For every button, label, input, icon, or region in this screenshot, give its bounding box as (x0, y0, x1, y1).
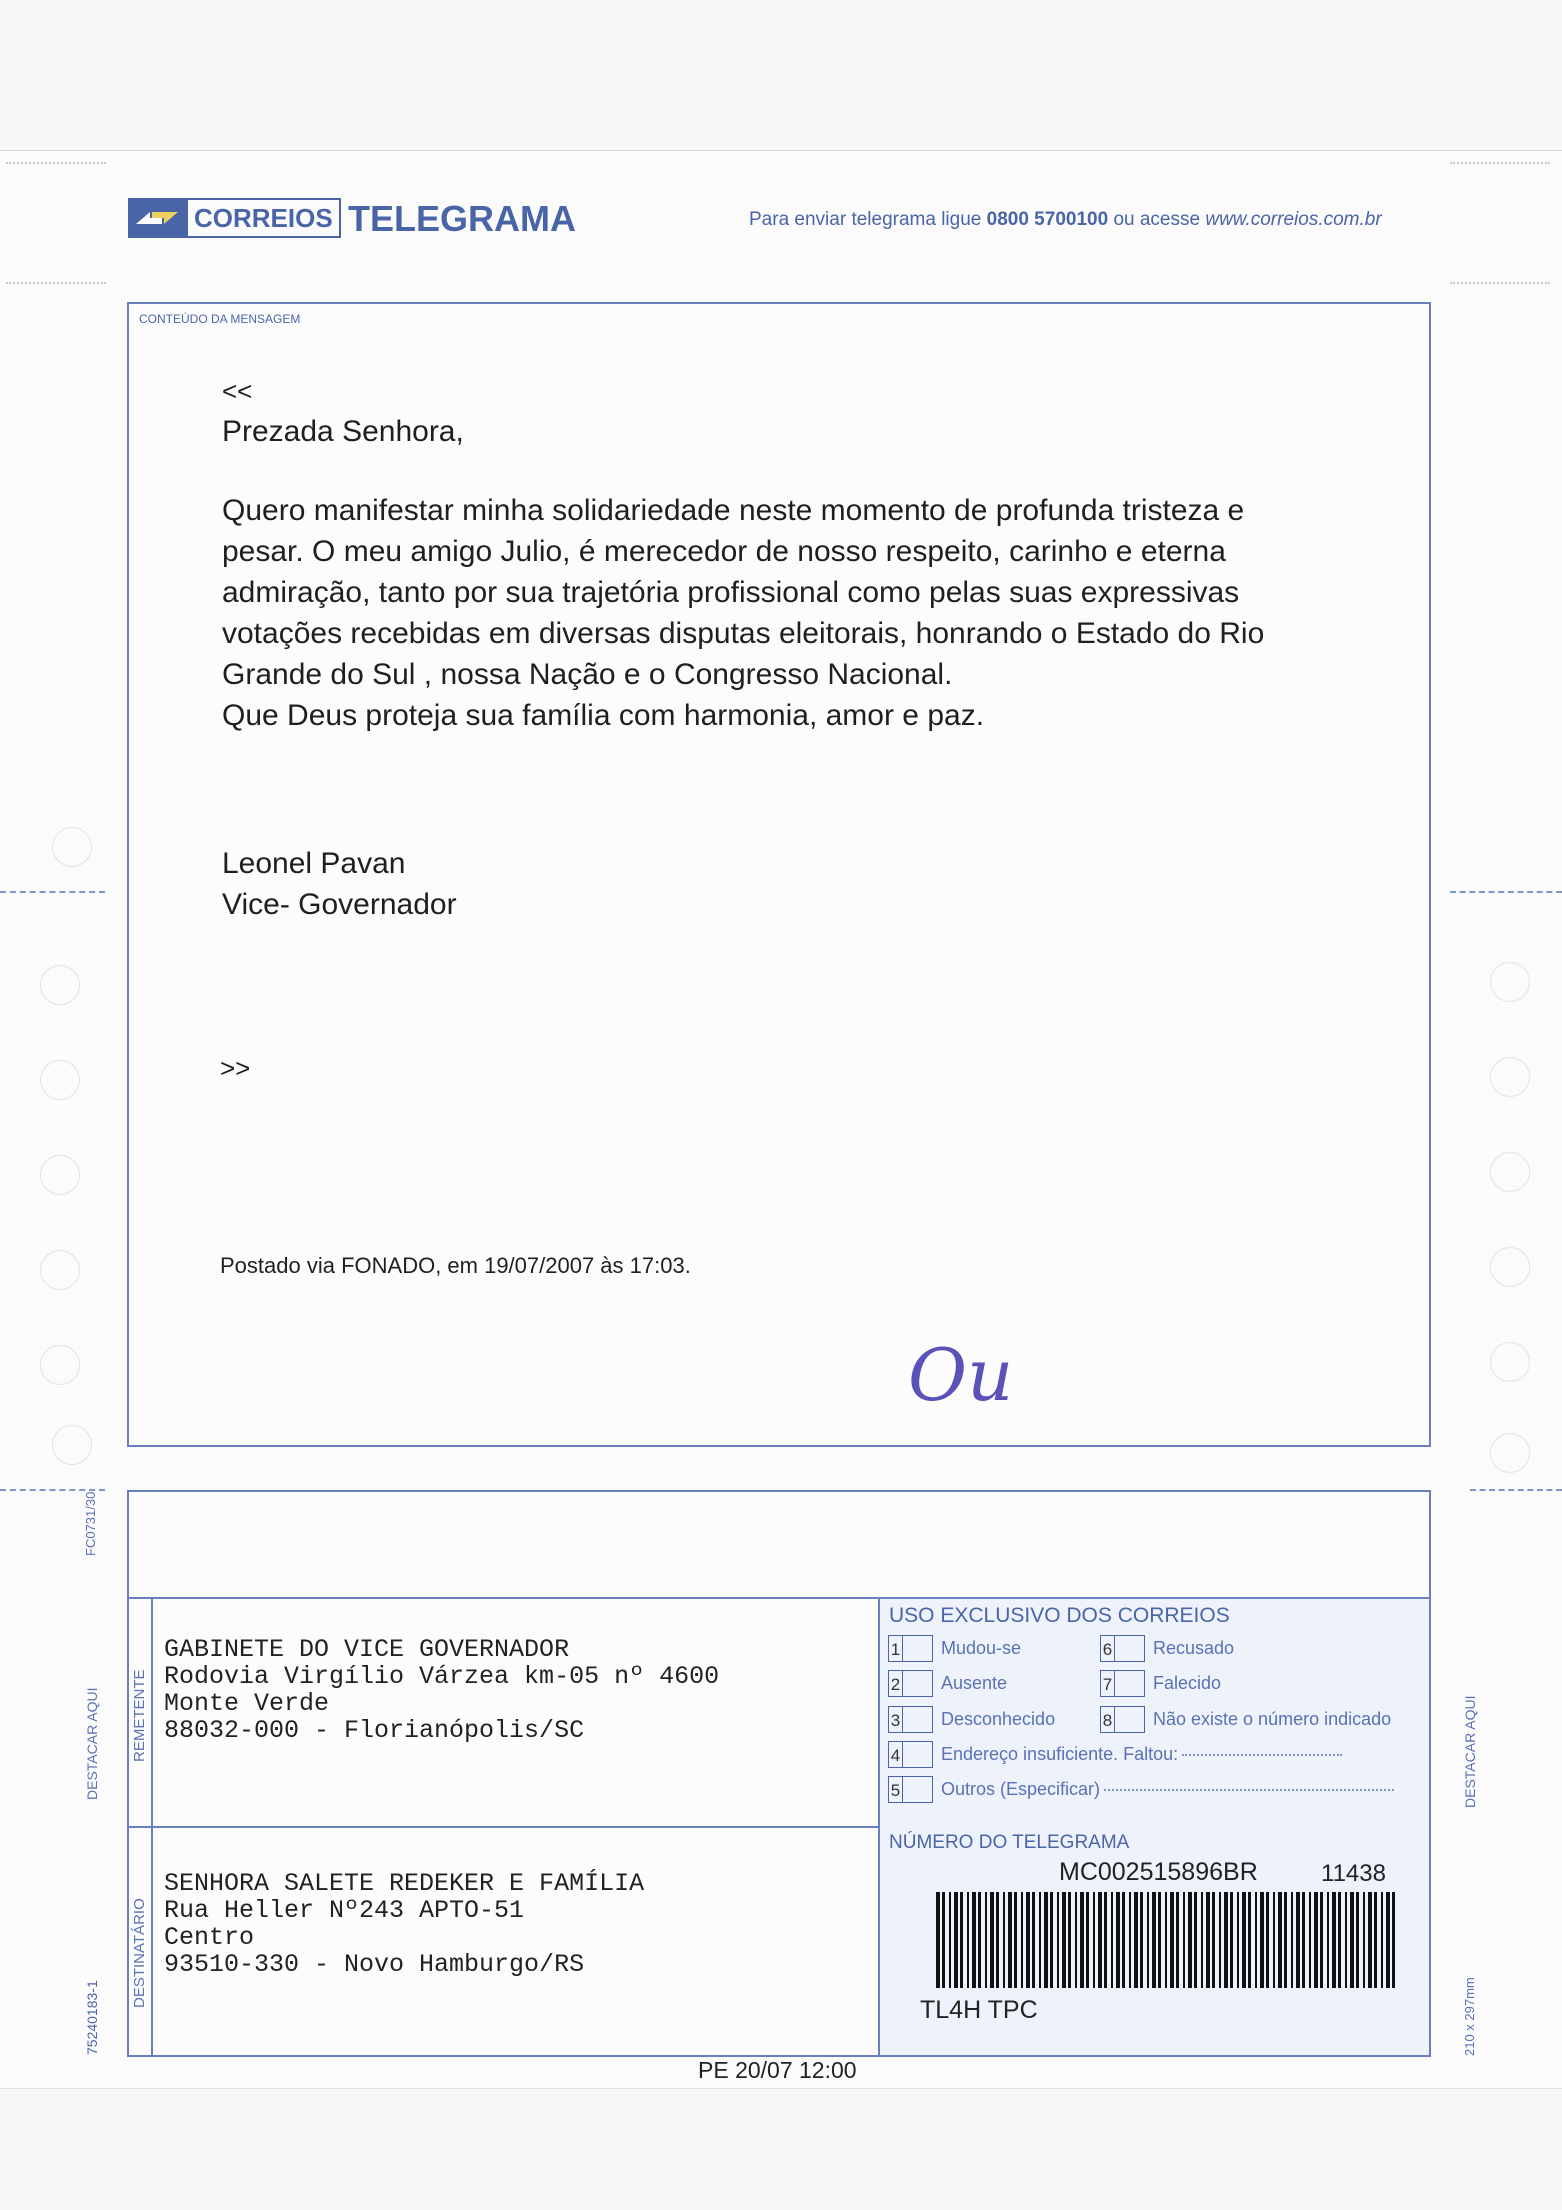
message-section-label: CONTEÚDO DA MENSAGEM (139, 312, 301, 326)
barcode-bar (960, 1892, 963, 1988)
option-label: Mudou-se (941, 1638, 1022, 1658)
paper-size: 210 x 297mm (1462, 1977, 1477, 2056)
message-line: Que Deus proteja sua família com harmonia, amor e paz. (222, 699, 985, 732)
checkbox[interactable] (1115, 1706, 1145, 1733)
option-label: Outros (Especificar) (941, 1779, 1101, 1799)
barcode-bar (1248, 1892, 1251, 1988)
sender-line: GABINETE DO VICE GOVERNADOR (164, 1635, 570, 1664)
option-number: 4 (888, 1741, 903, 1768)
barcode-bar (1165, 1892, 1167, 1988)
barcode-bar (1086, 1892, 1089, 1988)
contact-site: www.correios.com.br (1205, 209, 1382, 230)
form-code-bottom: 75240183-1 (84, 1980, 100, 2055)
checkbox[interactable] (1115, 1670, 1145, 1697)
form-code-top: FC0731/30 (83, 1491, 98, 1556)
barcode-bar (1392, 1892, 1395, 1988)
option-number: 8 (1100, 1706, 1115, 1733)
tractor-hole (52, 1425, 92, 1465)
perforation-right (1450, 282, 1550, 284)
tractor-hole (1490, 1152, 1530, 1192)
tractor-hole (52, 827, 92, 867)
barcode-bar (1039, 1892, 1041, 1988)
tractor-hole (40, 1060, 80, 1100)
checkbox[interactable] (903, 1635, 933, 1662)
barcode-bar (978, 1892, 981, 1988)
barcode-bar (1068, 1892, 1071, 1988)
barcode-bar (1188, 1892, 1192, 1988)
tractor-hole (1490, 1342, 1530, 1382)
barcode-bar (1201, 1892, 1203, 1988)
barcode-bar (1111, 1892, 1113, 1988)
tractor-hole (40, 1250, 80, 1290)
barcode-bar (1327, 1892, 1329, 1988)
sender-line: 88032-000 - Florianópolis/SC (164, 1716, 585, 1745)
option-label: Falecido (1153, 1673, 1222, 1693)
routing-code: TL4H TPC (920, 1996, 1038, 2024)
option-label: Endereço insuficiente. Faltou: (941, 1744, 1179, 1764)
handwritten-mark: Ou (908, 1333, 1014, 1417)
posted-line: Postado via FONADO, em 19/07/2007 às 17:03. (220, 1253, 691, 1278)
tractor-hole (1490, 1433, 1530, 1473)
barcode-bar (1176, 1892, 1179, 1988)
barcode-bar (1158, 1892, 1161, 1988)
telegram-code: 11438 (1321, 1860, 1386, 1887)
barcode-bar (1284, 1892, 1287, 1988)
barcode-bar (1021, 1892, 1023, 1988)
message-body (222, 490, 1264, 736)
barcode-bar (1152, 1892, 1156, 1988)
barcode-bar (1044, 1892, 1048, 1988)
barcode-bar (985, 1892, 987, 1988)
option-refused[interactable] (1100, 1635, 1234, 1662)
option-label: Desconhecido (941, 1709, 1056, 1729)
barcode-bar (1368, 1892, 1372, 1988)
open-marker: << (222, 376, 253, 406)
perforation-left (6, 282, 106, 284)
barcode-bar (1026, 1892, 1030, 1988)
footer-stamp: PE 20/07 12:00 (698, 2057, 857, 2083)
barcode-bar (1183, 1892, 1185, 1988)
barcode-bar (1242, 1892, 1246, 1988)
perforation-left-top (6, 162, 106, 164)
barcode-bar (1266, 1892, 1269, 1988)
option-number: 6 (1100, 1635, 1115, 1662)
contact-line (749, 209, 1382, 231)
sender-address (164, 1636, 719, 1744)
message-line: admiração, tanto por sua trajetória profissional como pelas suas expressivas (222, 576, 1240, 609)
tractor-hole (1490, 962, 1530, 1002)
detach-here-left: DESTACAR AQUI (84, 1687, 100, 1800)
contact-middle: ou acesse (1113, 209, 1201, 230)
telegram-title: TELEGRAMA (348, 198, 576, 239)
checkbox[interactable] (903, 1776, 933, 1803)
barcode-bar (1062, 1892, 1066, 1988)
fill-in-line[interactable] (1104, 1789, 1394, 1791)
option-absent[interactable] (888, 1670, 1007, 1697)
barcode-bar (1008, 1892, 1012, 1988)
detach-here-right: DESTACAR AQUI (1462, 1695, 1478, 1808)
option-other[interactable] (888, 1776, 1394, 1803)
barcode (936, 1892, 1402, 1988)
barcode-bar (1255, 1892, 1257, 1988)
sender-line: Rodovia Virgílio Várzea km-05 nº 4600 (164, 1662, 720, 1691)
checkbox[interactable] (1115, 1635, 1145, 1662)
message-line: Grande do Sul , nossa Nação e o Congresso Nacional. (222, 658, 953, 691)
barcode-bar (1170, 1892, 1174, 1988)
fill-in-line[interactable] (1182, 1754, 1342, 1756)
barcode-bar (1050, 1892, 1053, 1988)
barcode-bar (1350, 1892, 1354, 1988)
barcode-bar (1230, 1892, 1233, 1988)
barcode-bar (1075, 1892, 1077, 1988)
barcode-bar (1140, 1892, 1143, 1988)
tear-line-right (1470, 1489, 1562, 1491)
option-label: Ausente (941, 1673, 1008, 1693)
recipient-line: Centro (164, 1923, 255, 1952)
barcode-bar (1291, 1892, 1293, 1988)
option-label: Não existe o número indicado (1153, 1709, 1392, 1729)
option-number: 1 (888, 1635, 903, 1662)
barcode-bar (1057, 1892, 1059, 1988)
option-no-number[interactable] (1100, 1706, 1391, 1733)
barcode-bar (1374, 1892, 1377, 1988)
barcode-bar (954, 1892, 958, 1988)
barcode-bar (1093, 1892, 1095, 1988)
barcode-bar (967, 1892, 969, 1988)
barcode-bar (1032, 1892, 1035, 1988)
option-moved[interactable] (888, 1635, 1021, 1662)
checkbox[interactable] (903, 1670, 933, 1697)
postal-use-title: USO EXCLUSIVO DOS CORREIOS (889, 1604, 1230, 1627)
correios-logo (128, 198, 341, 238)
telegram-number: MC002515896BR (1059, 1858, 1258, 1886)
barcode-bar (1122, 1892, 1125, 1988)
option-number: 7 (1100, 1670, 1115, 1697)
option-unknown[interactable] (888, 1706, 1055, 1733)
option-deceased[interactable] (1100, 1670, 1221, 1697)
message-line: Quero manifestar minha solidariedade neste momento de profunda tristeza e (222, 494, 1245, 527)
barcode-bar (1098, 1892, 1102, 1988)
option-number: 5 (888, 1776, 903, 1803)
close-marker: >> (220, 1053, 251, 1083)
tractor-hole (1490, 1057, 1530, 1097)
barcode-bar (936, 1892, 940, 1988)
barcode-bar (1345, 1892, 1347, 1988)
message-line: pesar. O meu amigo Julio, é merecedor de nosso respeito, carinho e eterna (222, 535, 1226, 568)
barcode-bar (1332, 1892, 1336, 1988)
barcode-bar (1219, 1892, 1221, 1988)
barcode-bar (1003, 1892, 1005, 1988)
barcode-bar (1104, 1892, 1107, 1988)
signature-title: Vice- Governador (222, 888, 457, 921)
contact-prefix: Para enviar telegrama ligue (749, 209, 982, 230)
barcode-bar (1206, 1892, 1210, 1988)
option-number: 2 (888, 1670, 903, 1697)
message-line: votações recebidas em diversas disputas eleitorais, honrando o Estado do Rio (222, 617, 1265, 650)
telegram-number-title: NÚMERO DO TELEGRAMA (889, 1832, 1130, 1853)
barcode-bar (1212, 1892, 1215, 1988)
barcode-bar (1237, 1892, 1239, 1988)
tractor-hole (1490, 1247, 1530, 1287)
page-edge-line (0, 150, 1562, 151)
barcode-bar (1381, 1892, 1383, 1988)
recipient-label: DESTINATÁRIO (131, 1898, 148, 2008)
signature-name: Leonel Pavan (222, 847, 406, 880)
perforation-right-top (1450, 162, 1550, 164)
barcode-bar (972, 1892, 976, 1988)
recipient-address (164, 1870, 644, 1978)
barcode-bar (1224, 1892, 1228, 1988)
option-label: Recusado (1153, 1638, 1235, 1658)
barcode-bar (1080, 1892, 1084, 1988)
barcode-bar (1147, 1892, 1149, 1988)
barcode-bar (1273, 1892, 1275, 1988)
barcode-bar (1129, 1892, 1131, 1988)
barcode-bar (996, 1892, 999, 1988)
barcode-bar (1260, 1892, 1264, 1988)
tear-line-right (1450, 891, 1562, 893)
barcode-bar (1134, 1892, 1138, 1988)
barcode-bar (1116, 1892, 1120, 1988)
barcode-bar (942, 1892, 945, 1988)
top-blank-area (0, 0, 1562, 150)
recipient-line: Rua Heller Nº243 APTO-51 (164, 1896, 525, 1925)
barcode-bar (1363, 1892, 1365, 1988)
barcode-bar (1386, 1892, 1390, 1988)
greeting: Prezada Senhora, (222, 415, 464, 448)
bottom-page-edge (0, 2088, 1562, 2210)
tractor-hole (40, 1155, 80, 1195)
barcode-bar (990, 1892, 994, 1988)
tractor-hole (40, 1345, 80, 1385)
correios-logo-icon (128, 198, 186, 238)
recipient-line: SENHORA SALETE REDEKER E FAMÍLIA (164, 1869, 645, 1898)
checkbox[interactable] (903, 1706, 933, 1733)
option-number: 3 (888, 1706, 903, 1733)
tear-line-left (0, 891, 105, 893)
barcode-bar (1356, 1892, 1359, 1988)
barcode-bar (1320, 1892, 1323, 1988)
barcode-bar (1338, 1892, 1341, 1988)
contact-phone: 0800 5700100 (986, 209, 1109, 230)
barcode-bar (1309, 1892, 1311, 1988)
logo-text: CORREIOS (186, 198, 341, 238)
recipient-line: 93510-330 - Novo Hamburgo/RS (164, 1950, 585, 1979)
barcode-bar (1314, 1892, 1318, 1988)
tractor-hole (40, 965, 80, 1005)
checkbox[interactable] (903, 1741, 933, 1768)
barcode-bar (1014, 1892, 1017, 1988)
barcode-bar (1302, 1892, 1305, 1988)
barcode-bar (1296, 1892, 1300, 1988)
sender-label: REMETENTE (131, 1669, 148, 1762)
barcode-bar (1278, 1892, 1282, 1988)
barcode-bar (1194, 1892, 1197, 1988)
sender-line: Monte Verde (164, 1689, 330, 1718)
option-insufficient-address[interactable] (888, 1741, 1342, 1768)
barcode-bar (949, 1892, 951, 1988)
